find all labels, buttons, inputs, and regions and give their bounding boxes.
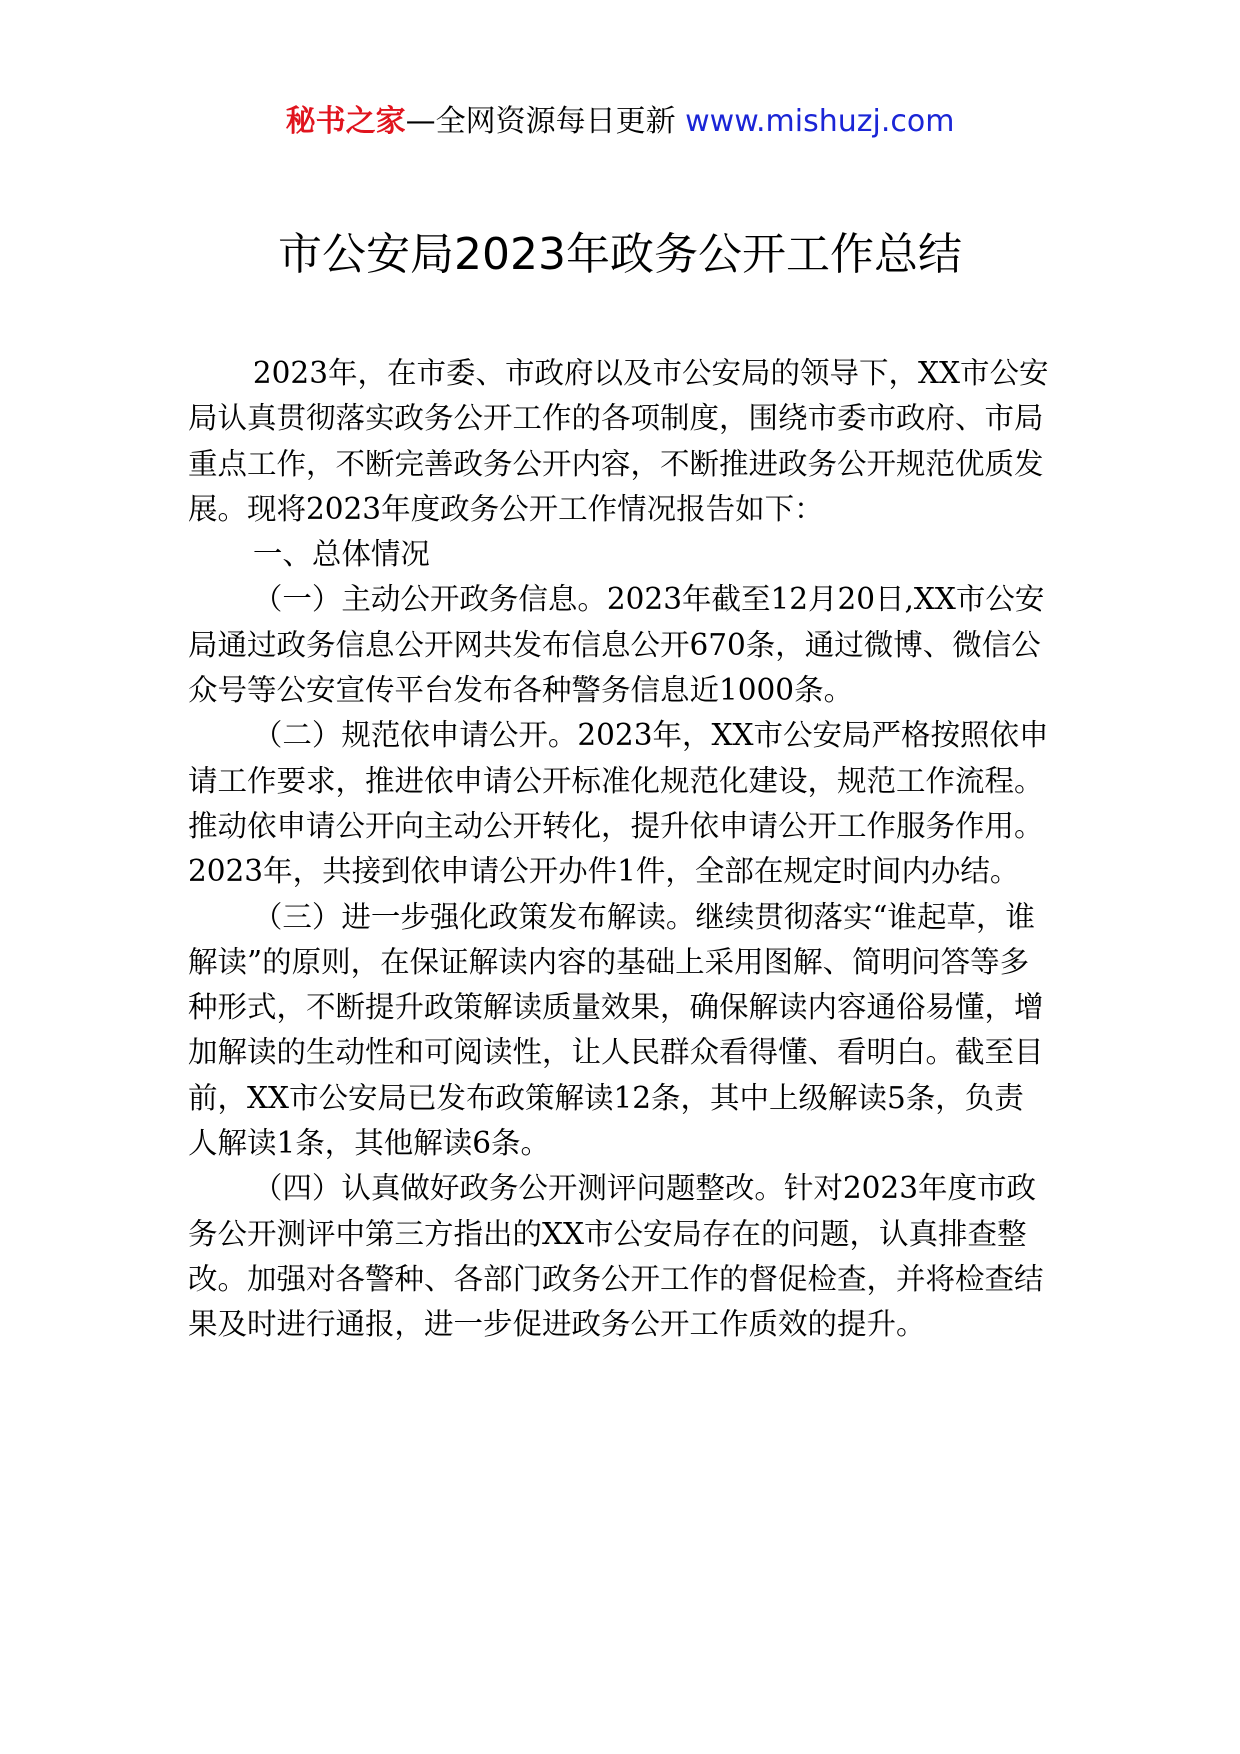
site-url-link[interactable]: www.mishuzj.com	[685, 104, 955, 139]
slogan: —全网资源每日更新	[405, 104, 676, 139]
paragraph-item-3: （三）进一步强化政策发布解读。继续贯彻落实“谁起草，谁解读”的原则，在保证解读内容的基础上采用图解、简明问答等多种形式，不断提升政策解读质量效果，确保解读内容通俗易懂，增加解读的生动性和可阅读性，让人民群众看得懂、看明白。截至目前，XX市公安局已发布政策解读12条，其中上级解读5条，负责人解读1条，其他解读6条。	[188, 899, 1044, 1161]
paragraph-item-1: （一）主动公开政务信息。2023年截至12月20日,XX市公安局通过政务信息公开网共发布信息公开670条，通过微博、微信公众号等公安宣传平台发布各种警务信息近1000条。	[188, 582, 1045, 708]
intro-paragraph: 2023年，在市委、市政府以及市公安局的领导下，XX市公安局认真贯彻落实政务公开工作的各项制度，围绕市委市政府、市局重点工作，不断完善政务公开内容，不断推进政务公开规范优质发展。现将2023年度政务公开工作情况报告如下：	[188, 356, 1049, 526]
paragraph-item-4: （四）认真做好政务公开测评问题整改。针对2023年度市政务公开测评中第三方指出的XX市公安局存在的问题，认真排查整改。加强对各警种、各部门政务公开工作的督促检查，并将检查结果及时进行通报，进一步促进政务公开工作质效的提升。	[188, 1171, 1044, 1342]
document-body	[188, 351, 1053, 1348]
section-heading: 一、总体情况	[252, 537, 430, 572]
paragraph-item-2: （二）规范依申请公开。2023年，XX市公安局严格按照依申请工作要求，推进依申请公开标准化规范化建设，规范工作流程。推动依申请公开向主动公开转化，提升依申请公开工作服务作用。2023年，共接到依申请公开办件1件，全部在规定时间内办结。	[188, 718, 1049, 889]
document-title: 市公安局2023年政务公开工作总结	[278, 229, 962, 280]
brand-name: 秘书之家	[285, 104, 406, 139]
site-header	[0, 100, 1240, 144]
